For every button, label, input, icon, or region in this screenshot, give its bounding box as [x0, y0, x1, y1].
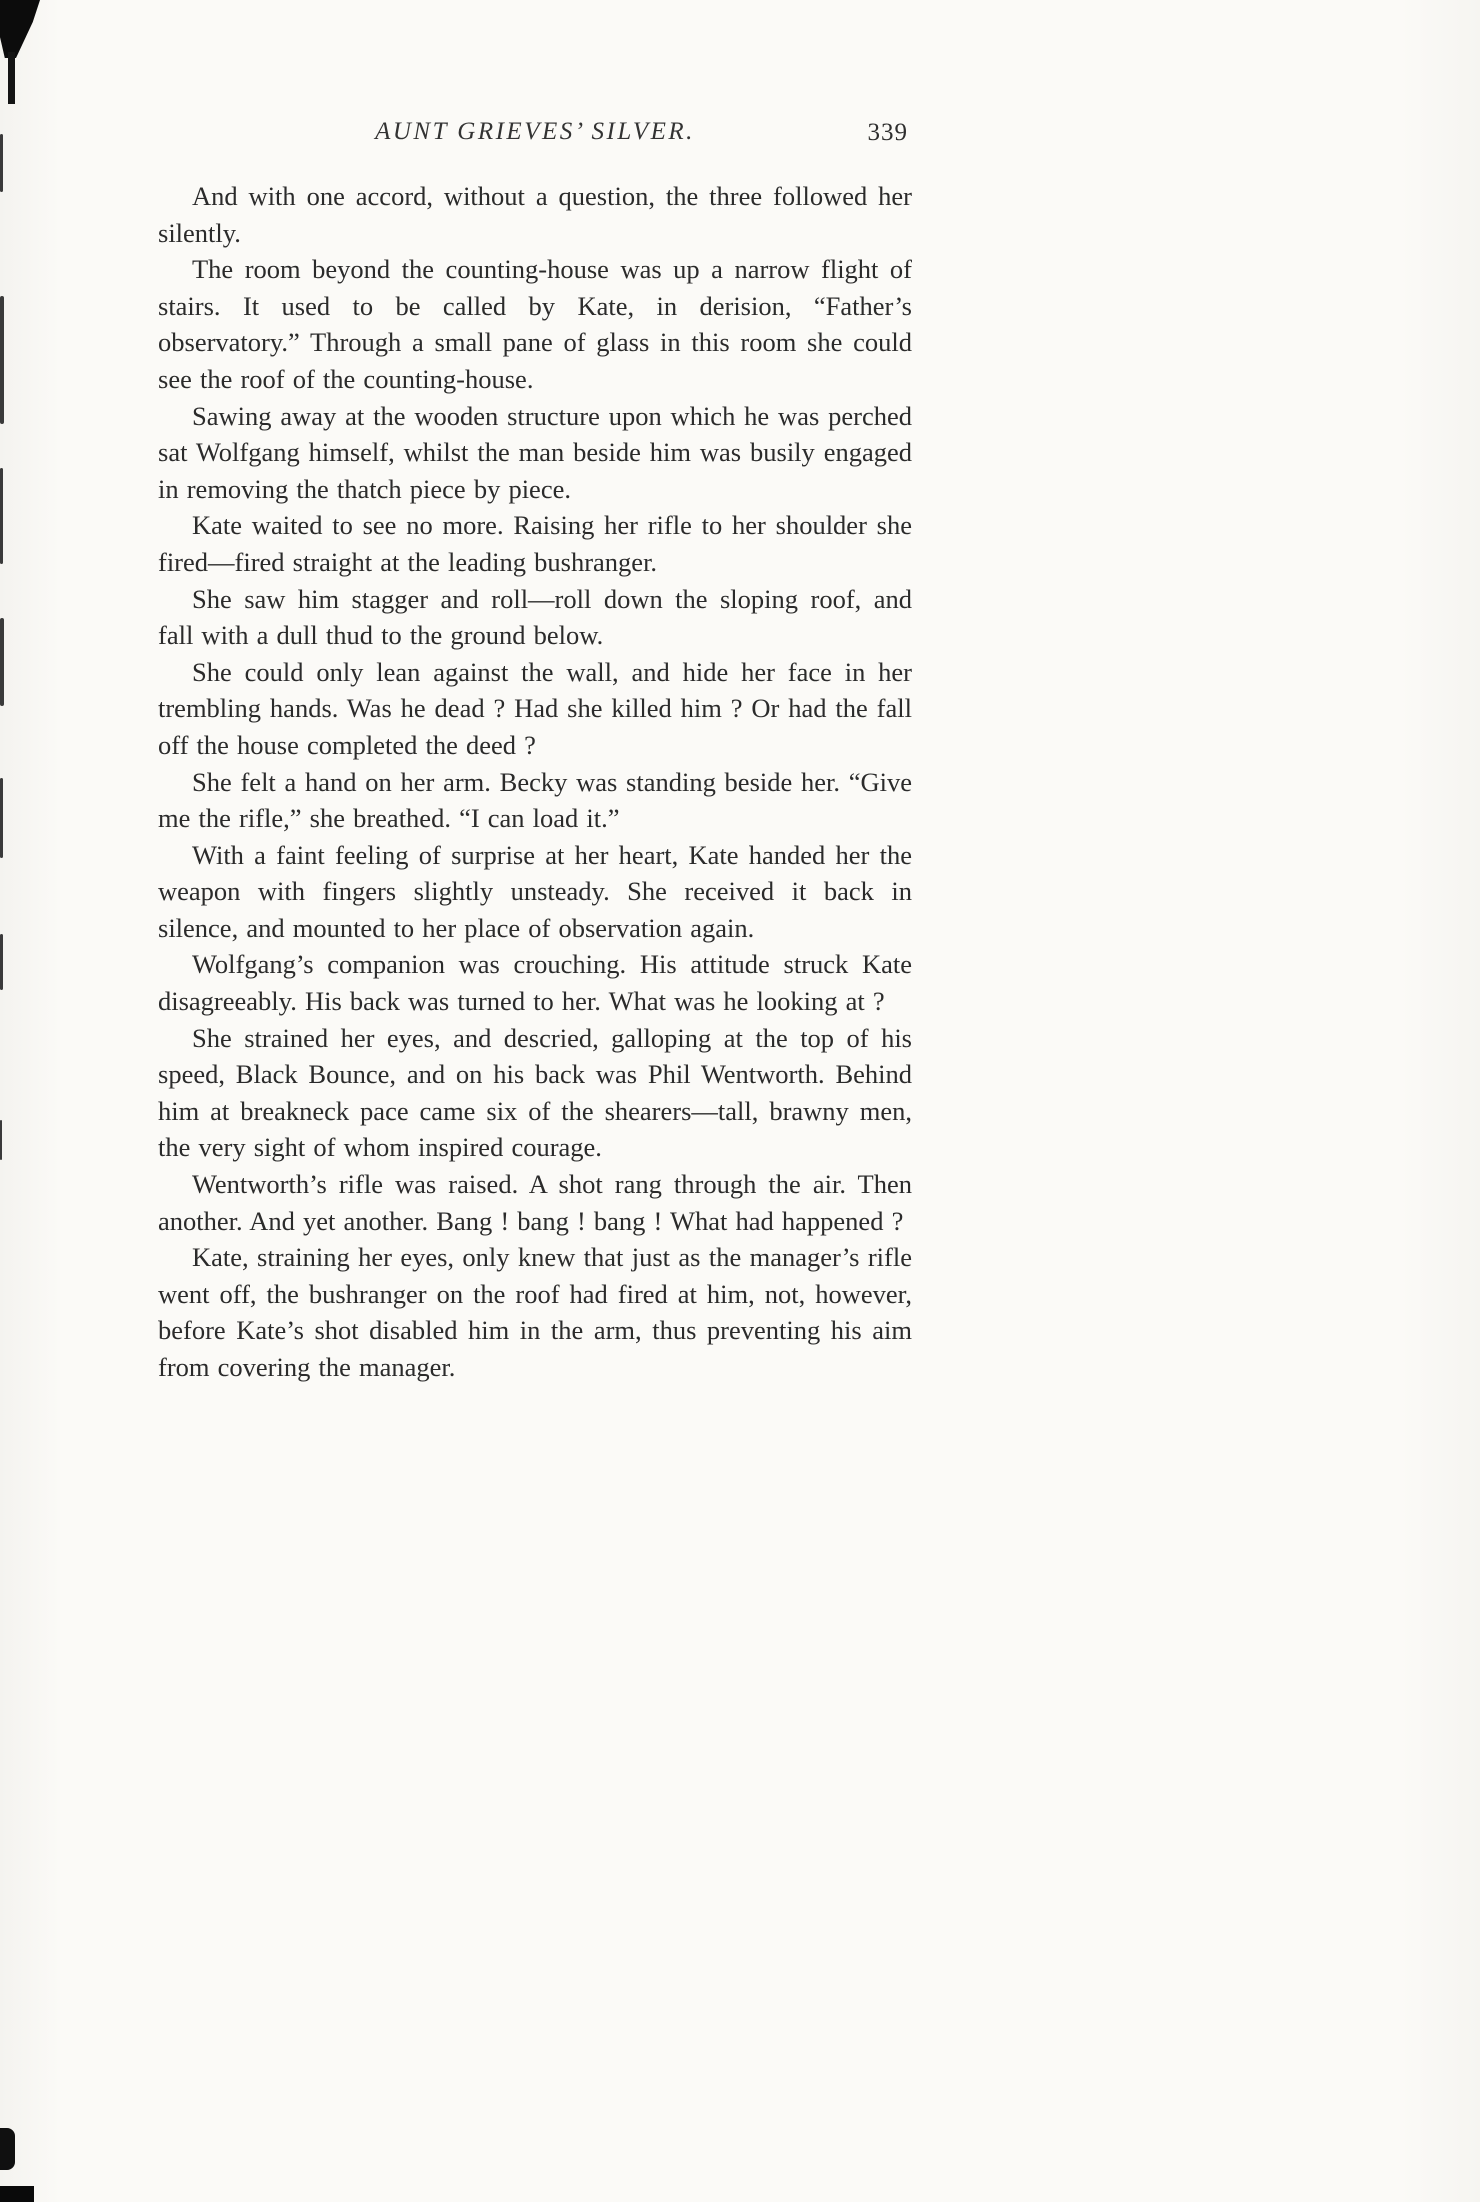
paragraph: She saw him stagger and roll—roll down the sloping roof, and fall with a dull thud to the ground below.: [158, 583, 912, 651]
paragraph: Kate waited to see no more. Raising her rifle to her shoulder she fired—fired straight at the leading bushranger.: [158, 510, 912, 577]
paragraph: The room beyond the counting-house was up a narrow flight of stairs. It used to be called by Kate, in derision, “Father’s observatory.” Through a small pane of glass in this room she could see the roof of the counting-house.: [158, 254, 912, 394]
running-title: AUNT GRIEVES’ SILVER.: [375, 118, 695, 145]
page-number: 339: [867, 119, 908, 146]
scan-artifact-top-corner-tail: [8, 52, 15, 104]
running-head: [158, 118, 912, 164]
paragraph: Wolfgang’s companion was crouching. His attitude struck Kate disagreeably. His back was turned to her. What was he looking at ?: [158, 949, 912, 1017]
paragraph: She felt a hand on her arm. Becky was standing beside her. “Give me the rifle,” she breathed. “I can load it.”: [158, 766, 912, 834]
paragraph: Kate, straining her eyes, only knew that just as the manager’s rifle went off, the bushranger on the roof had fired at him, not, however, before Kate’s shot disabled him in the arm, thus preventing his aim from covering the manager.: [158, 1242, 912, 1382]
scan-artifact-edge-mark: [0, 134, 3, 192]
scan-artifact-edge-mark: [0, 1120, 2, 1160]
scan-artifact-edge-mark: [0, 618, 4, 706]
scan-artifact-edge-mark: [0, 778, 3, 858]
page-content: [158, 118, 912, 1386]
paragraph: And with one accord, without a question, the three followed her silently.: [158, 181, 912, 248]
scan-artifact-edge-mark: [0, 934, 3, 990]
scan-artifact-bottom-blob: [0, 2128, 15, 2170]
paragraph: She could only lean against the wall, and hide her face in her trembling hands. Was he dead ? Had she killed him ? Or had the fall off the house completed the deed ?: [158, 656, 912, 760]
scan-artifact-top-corner: [0, 0, 40, 58]
paragraph: Wentworth’s rifle was raised. A shot rang through the air. Then another. And yet another. Bang ! bang ! bang ! What had happened ?: [158, 1169, 912, 1236]
scan-artifact-bottom-bar: [0, 2186, 34, 2202]
paragraph: She strained her eyes, and descried, galloping at the top of his speed, Black Bounce, and on his back was Phil Wentworth. Behind him at breakneck pace came six of the shearers—tall, brawny men, the very sight of whom inspired courage.: [158, 1022, 912, 1163]
paragraph: With a faint feeling of surprise at her heart, Kate handed her the weapon with fingers slightly unsteady. She received it back in silence, and mounted to her place of observation again.: [158, 839, 912, 943]
scan-artifact-edge-mark: [0, 468, 3, 564]
paragraph: Sawing away at the wooden structure upon which he was perched sat Wolfgang himself, whilst the man beside him was busily engaged in removing the thatch piece by piece.: [158, 400, 912, 504]
scan-artifact-edge-mark: [0, 296, 4, 424]
text-block: [158, 178, 912, 1386]
